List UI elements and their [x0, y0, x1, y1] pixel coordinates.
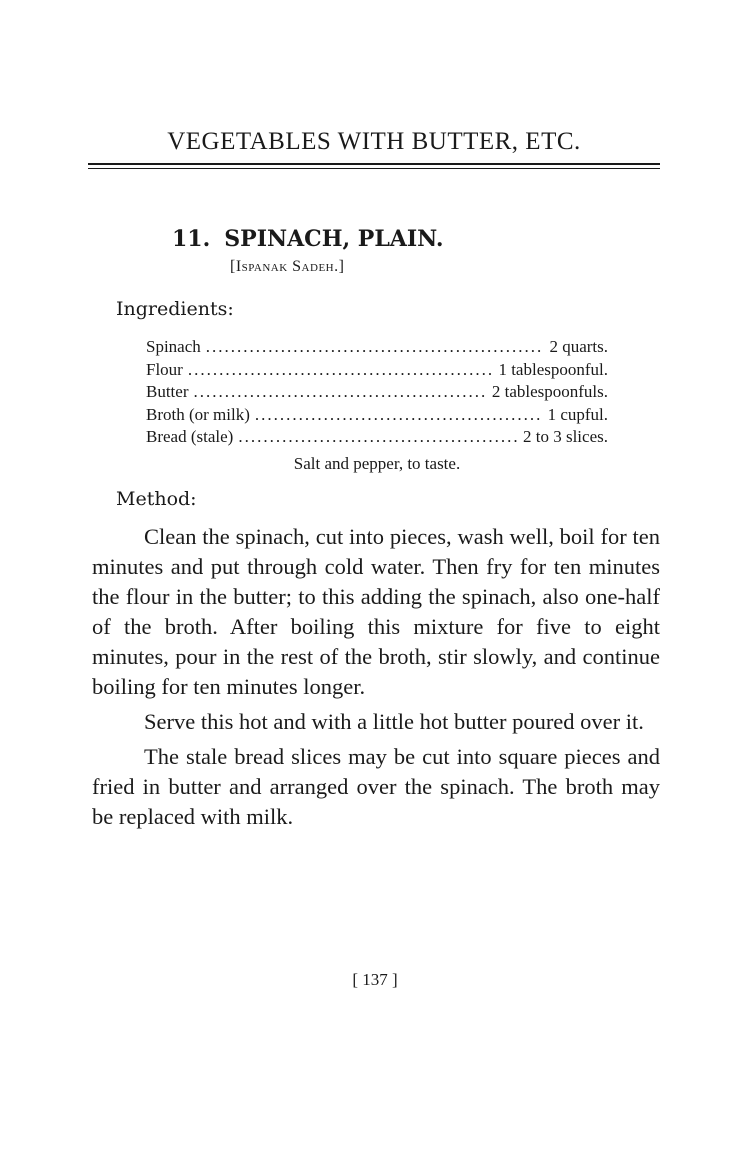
leader-dots [206, 336, 545, 359]
ingredient-row [146, 359, 608, 382]
ingredient-name: Broth (or milk) [146, 404, 250, 424]
ingredient-amount: 1 tablespoonful. [498, 359, 608, 379]
ingredient-row [146, 426, 608, 449]
ingredient-row [146, 381, 608, 404]
leader-dots [188, 359, 494, 382]
recipe-title [172, 226, 444, 252]
ingredient-name: Bread (stale) [146, 427, 234, 446]
running-head: VEGETABLES WITH BUTTER, ETC. [167, 128, 581, 155]
recipe-name: SPINACH, PLAIN. [224, 226, 444, 252]
ingredient-name: Spinach [146, 337, 201, 356]
ingredients-heading: Ingredients: [116, 298, 234, 320]
ingredient-amount: 1 cupful. [547, 404, 608, 424]
ingredients-list [146, 336, 608, 449]
leader-dots [194, 381, 487, 404]
method-paragraph: The stale bread slices may be cut into square pieces and fried in butter and arranged over the spinach. The broth may be replaced with milk. [92, 744, 660, 829]
ingredient-amount: 2 to 3 slices. [523, 427, 608, 446]
ingredient-amount: 2 quarts. [549, 337, 608, 356]
ingredient-row [146, 404, 608, 427]
method-paragraph: Clean the spinach, cut into pieces, wash well, boil for ten minutes and put through cold water. Then fry for ten minutes the flour in the butter; to this adding the spinach, also one-half of the broth. After boiling this mixture for five to eight minutes, pour in the rest of the broth, stir slowly, and continue boiling for ten minutes longer. [92, 524, 660, 699]
method-paragraph: Serve this hot and with a little hot butter poured over it. [144, 709, 644, 734]
method-heading: Method: [116, 488, 197, 510]
leader-dots [238, 426, 518, 449]
method-text [92, 522, 660, 837]
ingredient-amount: 2 tablespoonfuls. [491, 382, 608, 401]
ingredient-name: Butter [146, 382, 189, 401]
ingredient-name: Flour [146, 359, 183, 379]
leader-dots [255, 404, 543, 427]
header-rule-thin [88, 168, 660, 169]
seasoning-note: Salt and pepper, to taste. [293, 454, 461, 473]
recipe-subtitle: [Ispanak Sadeh.] [230, 258, 345, 275]
recipe-number: 11. [172, 226, 211, 252]
page-number: [ 137 ] [352, 970, 398, 989]
ingredient-row [146, 336, 608, 359]
header-rule-thick [88, 163, 660, 165]
